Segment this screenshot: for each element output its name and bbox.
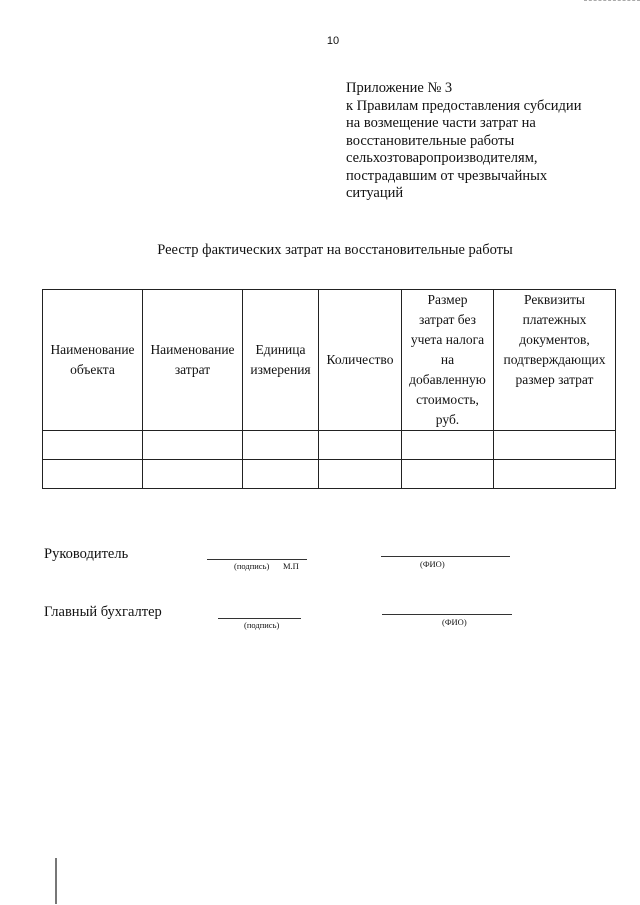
cost-register-table	[42, 289, 616, 489]
table-header-row	[43, 290, 616, 431]
header-payment-details	[494, 290, 616, 431]
header-text: Реквизиты	[523, 292, 585, 307]
table-row	[43, 460, 616, 489]
head-signature-caption: (подпись)	[234, 561, 270, 571]
table-cell	[43, 431, 143, 460]
appendix-line: ситуаций	[346, 185, 404, 201]
header-text: на	[440, 352, 455, 367]
header-text: измерения	[250, 362, 311, 377]
appendix-line: к Правилам предоставления субсидии	[346, 97, 582, 114]
header-text: Количество	[326, 352, 394, 367]
table-cell	[243, 431, 319, 460]
table-cell	[143, 431, 243, 460]
accountant-name-caption: (ФИО)	[442, 617, 467, 627]
accountant-name-line	[382, 614, 512, 615]
header-text: затрат без	[419, 312, 476, 327]
header-unit	[243, 290, 319, 431]
appendix-line: сельхозтоваропроизводителям,	[346, 150, 538, 166]
head-name-caption: (ФИО)	[420, 559, 445, 569]
appendix-line: восстановительные работы	[346, 132, 515, 149]
header-text: учета налога	[410, 332, 485, 347]
header-text: Единица	[255, 342, 306, 357]
header-text: затрат	[174, 362, 211, 377]
table-cell	[319, 460, 402, 489]
accountant-signature-caption: (подпись)	[244, 620, 280, 630]
header-text: объекта	[70, 362, 115, 377]
header-text: стоимость,	[416, 392, 479, 407]
table-cell	[243, 460, 319, 489]
header-text: Размер	[427, 292, 468, 307]
table-cell	[43, 460, 143, 489]
header-text: Наименование	[150, 342, 235, 357]
head-label: Руководитель	[44, 546, 129, 562]
appendix-line: Приложение № 3	[346, 80, 453, 96]
binding-margin-mark	[55, 858, 57, 904]
header-cost-name	[143, 290, 243, 431]
appendix-note	[346, 80, 616, 203]
header-text: добавленную	[409, 372, 486, 387]
header-quantity	[319, 290, 402, 431]
accountant-label: Главный бухгалтер	[44, 604, 162, 620]
head-signature-line	[207, 559, 307, 560]
table-cell	[319, 431, 402, 460]
table-cell	[143, 460, 243, 489]
header-object-name	[43, 290, 143, 431]
document-title: Реестр фактических затрат на восстановительные работы	[157, 242, 513, 258]
appendix-line: пострадавшим от чрезвычайных	[346, 167, 548, 184]
header-text: Наименование	[50, 342, 135, 357]
table-cell	[402, 460, 494, 489]
head-name-line	[381, 556, 510, 557]
header-cost-amount	[402, 290, 494, 431]
header-text: документов,	[519, 332, 590, 347]
table-cell	[494, 460, 616, 489]
head-stamp-caption: М.П	[283, 561, 299, 571]
table-cell	[402, 431, 494, 460]
page-number: 10	[326, 35, 340, 47]
table-cell	[494, 431, 616, 460]
scan-edge-mark	[584, 0, 640, 1]
accountant-signature-line	[218, 618, 301, 619]
header-text: руб.	[435, 412, 460, 427]
appendix-line: на возмещение части затрат на	[346, 115, 536, 131]
header-text: платежных	[522, 312, 587, 327]
table-row	[43, 431, 616, 460]
header-text: размер затрат	[515, 372, 594, 387]
header-text: подтверждающих	[503, 352, 606, 367]
